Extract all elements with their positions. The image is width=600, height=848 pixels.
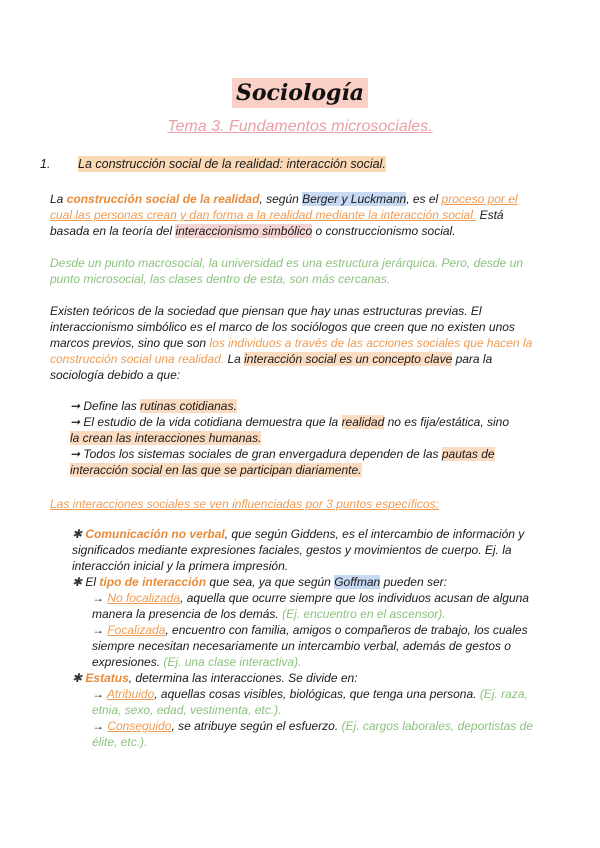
- definition: proceso por el cual las personas crean y dan forma a la realidad mediante la interacción social.: [50, 192, 518, 222]
- term-construccion: construcción social de la realidad: [66, 192, 260, 206]
- highlight-individuos: los individuos a través de las acciones sociales que hacen la construcción social una realidad.: [50, 336, 533, 366]
- subtitle: Tema 3. Fundamentos microsociales.: [167, 118, 433, 135]
- list-item: → No focalizada, aquella que ocurre siempre que los individuos acusan de alguna manera la presencia de los demás. (Ej. encuentro en el ascensor).: [92, 591, 529, 621]
- highlight-interaccion: interacción social es un concepto clave: [244, 352, 453, 366]
- factors-list: [72, 526, 542, 750]
- list-item: ➞ Define las rutinas cotidianas.: [70, 399, 237, 413]
- paragraph-3: Existen teóricos de la sociedad que piensan que hay unas estructuras previas. El interaccionismo simbólico es el marco de los sociólogos que creen que no existen unos marcos previos, sino que son los individuos a través de las acciones sociales que hacen la construcción social una realidad. La interacción social es un concepto clave para la sociología debido a que:: [50, 304, 533, 382]
- heading-number: 1.: [40, 157, 51, 171]
- page-title: Sociología: [0, 80, 600, 106]
- list-item: → Focalizada, encuentro con familia, amigos o compañeros de trabajo, los cuales siempre necesitan necesariamente un intercambio verbal, además de gestos o expresiones. (Ej. una clase interactiva).: [92, 623, 528, 669]
- section-intro: Las interacciones sociales se ven influenciadas por 3 puntos específicos:: [50, 497, 439, 511]
- heading-text: La construcción social de la realidad: interacción social.: [78, 157, 386, 171]
- list-item: ➞ El estudio de la vida cotidiana demuestra que la realidad no es fija/estática, sino la crean las interacciones humanas.: [70, 415, 509, 445]
- section-heading: [40, 157, 386, 171]
- term-interaccionismo: interaccionismo simbólico: [175, 224, 313, 238]
- list-item: ➞ Todos los sistemas sociales de gran envergadura dependen de las pautas de interacción social en las que se participan diariamente.: [70, 447, 495, 477]
- paragraph-1: La construcción social de la realidad, según Berger y Luckmann, es el proceso por el cual las personas crean y dan forma a la realidad mediante la interacción social. Está basada en la teoría del interaccionismo simbólico o construccionismo social.: [50, 192, 518, 238]
- list-item: ✱ Comunicación no verbal, que según Giddens, es el intercambio de información y significados mediante expresiones faciales, gestos y movimientos de cuerpo. Ej. la interacción inicial y la primera impresión.: [72, 527, 525, 573]
- list-item: ✱ Estatus, determina las interacciones. Se divide en:: [72, 671, 358, 685]
- list-item: → Conseguido, se atribuye según el esfuerzo. (Ej. cargos laborales, deportistas de élite, etc.).: [92, 719, 533, 749]
- list-item: → Atribuido, aquellas cosas visibles, biológicas, que tenga una persona. (Ej. raza, etnia, sexo, edad, vestimenta, etc.).: [92, 687, 528, 717]
- author-berger: Berger y Luckmann: [302, 192, 407, 206]
- bullet-list: [70, 398, 520, 478]
- list-item: ✱ El tipo de interacción que sea, ya que según Goffman pueden ser:: [72, 575, 447, 589]
- paragraph-2: Desde un punto macrosocial, la universidad es una estructura jerárquica. Pero, desde un punto microsocial, las clases dentro de esta, son más cercanas.: [50, 256, 523, 286]
